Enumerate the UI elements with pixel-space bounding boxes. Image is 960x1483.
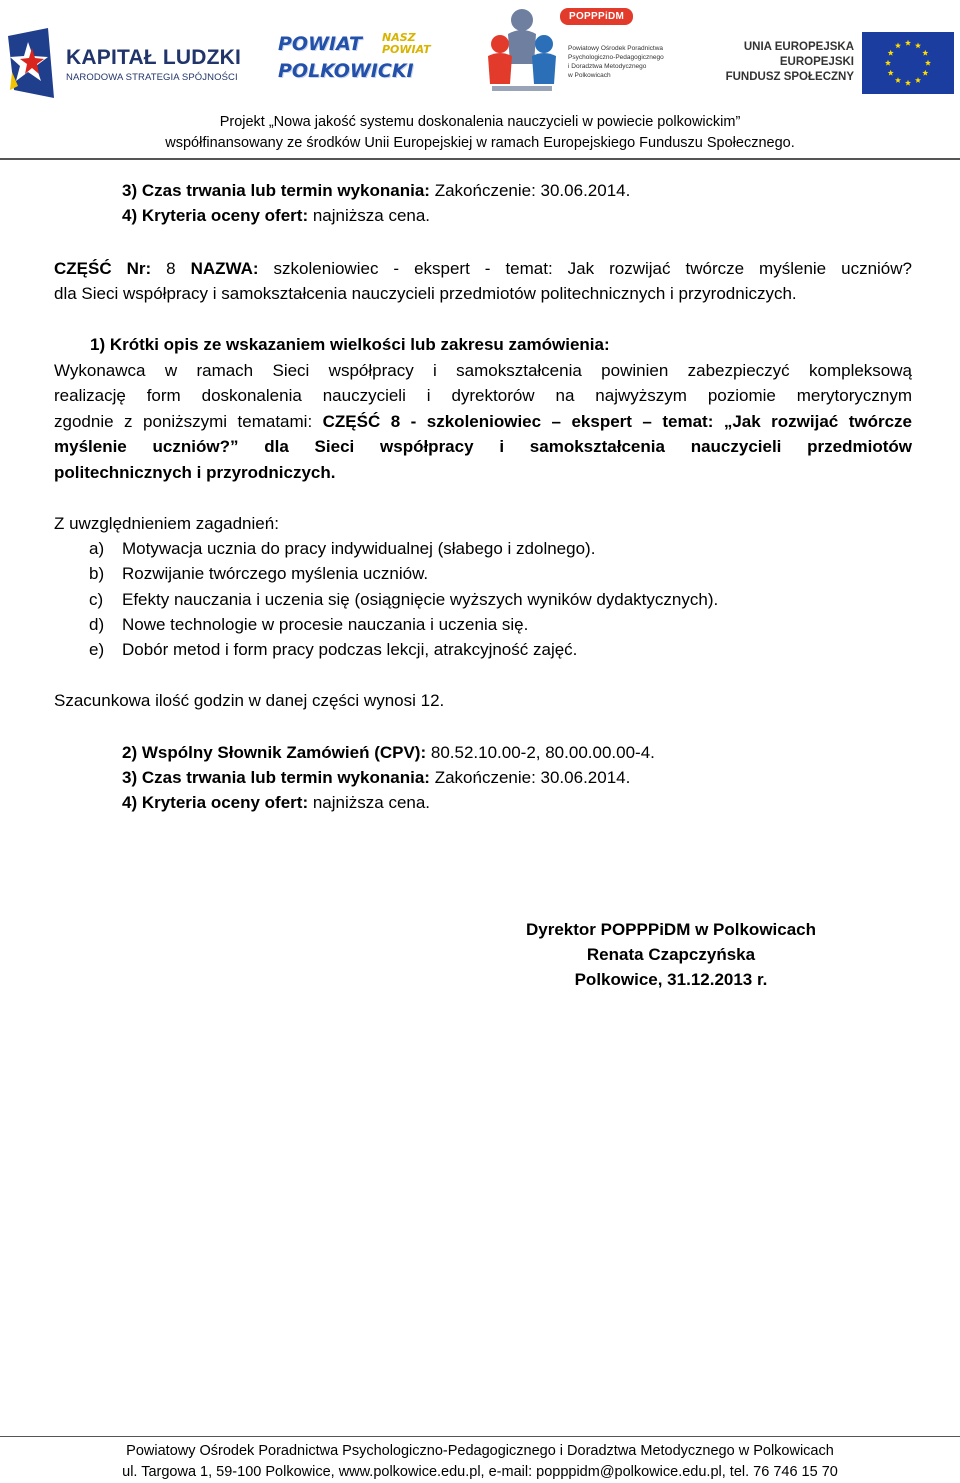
signature-date — [496, 969, 846, 991]
poppidm-logo — [482, 4, 682, 104]
section1-heading — [90, 334, 610, 356]
bottom-item-3-value: Zakończenie: 30.06.2014. — [429, 768, 631, 787]
poppidm-badge: POPPPiDM — [560, 8, 633, 25]
signature-date-text: Polkowice, 31.12.2013 r. — [574, 970, 768, 989]
bottom-item-4 — [122, 792, 430, 814]
topic-text: Motywacja ucznia do pracy indywidualnej (słabego i zdolnego). — [122, 539, 596, 558]
bottom-item-2-label: 2) Wspólny Słownik Zamówień (CPV): — [122, 743, 427, 762]
part-header-line1 — [54, 258, 912, 280]
topic-item-a — [89, 538, 596, 560]
section1-line3-plain: zgodnie z poniższymi tematami: — [54, 412, 323, 431]
powiat-powiat: POWIAT — [382, 43, 431, 56]
eu-line1: UNIA EUROPEJSKA — [743, 41, 854, 53]
topic-item-c — [89, 589, 719, 611]
section1-line2: realizację form doskonalenia nauczycieli i dyrektorów na najwyższym poziomie merytorycznym — [54, 386, 912, 405]
poppidm-text-2: Psychologiczno-Pedagogicznego — [568, 54, 664, 61]
bottom-item-2-value: 80.52.10.00-2, 80.00.00.00-4. — [426, 743, 655, 762]
section1-line3-bold: CZĘŚĆ 8 - szkoleniowiec – ekspert – temat: „Jak rozwijać twórcze — [322, 412, 912, 431]
part-nr: 8 — [151, 259, 191, 278]
powiat-line1: POWIAT — [278, 33, 362, 55]
signature-title — [496, 919, 846, 941]
topic-letter: c) — [89, 590, 104, 609]
eu-flag-icon — [862, 32, 954, 94]
poppidm-text-4: w Polkowicach — [568, 72, 611, 79]
page-header — [0, 0, 960, 162]
bottom-item-3-label: 3) Czas trwania lub termin wykonania: — [122, 768, 430, 787]
poppidm-text-3: i Doradztwa Metodycznego — [568, 63, 647, 70]
top-item-3 — [122, 180, 630, 202]
topic-letter: b) — [89, 564, 105, 583]
top-item-4 — [122, 205, 430, 227]
section1-line4-text: myślenie uczniów?” dla Sieci współpracy i samokształcenia nauczycieli przedmiotów — [54, 437, 912, 456]
topic-text: Dobór metod i form pracy podczas lekcji, atrakcyjność zajęć. — [122, 640, 578, 659]
poppidm-text-1: Powiatowy Ośrodek Poradnictwa — [568, 45, 664, 52]
topic-letter: d) — [89, 615, 105, 634]
top-item-3-value: Zakończenie: 30.06.2014. — [429, 181, 631, 200]
bottom-item-3 — [122, 767, 630, 789]
bottom-item-2 — [122, 742, 655, 764]
signature-block — [496, 919, 846, 991]
signature-name-text: Renata Czapczyńska — [586, 945, 756, 964]
bottom-item-4-label: 4) Kryteria oceny ofert: — [122, 793, 309, 812]
topic-item-b — [89, 563, 429, 585]
powiat-polkowicki-logo — [278, 32, 438, 88]
top-item-4-value: najniższa cena. — [308, 206, 431, 225]
top-item-4-label: 4) Kryteria oceny ofert: — [122, 206, 309, 225]
topic-text: Rozwijanie twórczego myślenia uczniów. — [122, 564, 429, 583]
top-item-3-label: 3) Czas trwania lub termin wykonania: — [122, 181, 430, 200]
bottom-item-4-value: najniższa cena. — [308, 793, 431, 812]
section1-line1: Wykonawca w ramach Sieci współpracy i samokształcenia powinien zabezpieczyć kompleksową — [54, 361, 912, 380]
kapital-ludzki-star-icon — [8, 28, 54, 98]
eu-text — [726, 40, 854, 85]
powiat-nasz: NASZ — [382, 31, 416, 44]
topic-letter: a) — [89, 539, 105, 558]
footer-contact: ul. Targowa 1, 59-100 Polkowice, www.polkowice.edu.pl, e-mail: popppidm@polkowice.edu.pl, tel. 76 746 15 70 — [122, 1464, 838, 1480]
kapital-ludzki-logo — [8, 22, 243, 98]
kapital-ludzki-subtitle: NARODOWA STRATEGIA SPÓJNOŚCI — [66, 72, 238, 83]
topic-text: Nowe technologie w procesie nauczania i uczenia się. — [122, 615, 529, 634]
eu-line2: EUROPEJSKI — [779, 56, 854, 68]
part-name-text: szkoleniowiec - ekspert - temat: Jak rozwijać twórcze myślenie uczniów? — [258, 259, 912, 278]
section1-heading-text: 1) Krótki opis ze wskazaniem wielkości lub zakresu zamówienia: — [90, 335, 610, 354]
kapital-ludzki-title: KAPITAŁ LUDZKI — [66, 46, 242, 69]
part-nr-label: CZĘŚĆ Nr: — [54, 259, 152, 278]
eu-line3: FUNDUSZ SPOŁECZNY — [725, 71, 854, 83]
powiat-nasz-powiat — [382, 32, 431, 56]
section1-line3 — [54, 411, 912, 433]
project-funding: współfinansowany ze środków Unii Europejskiej w ramach Europejskiego Funduszu Społecznego. — [165, 135, 795, 151]
project-title: Projekt „Nowa jakość systemu doskonalenia nauczycieli w powiecie polkowickim” — [219, 114, 741, 130]
footer-institution: Powiatowy Ośrodek Poradnictwa Psychologiczno-Pedagogicznego i Doradztwa Metodycznego w Polkowicach — [126, 1443, 834, 1459]
part-header-line2: dla Sieci współpracy i samokształcenia nauczycieli przedmiotów politechnicznych i przyrodniczych. — [54, 284, 797, 303]
topic-item-d — [89, 614, 529, 636]
topic-letter: e) — [89, 640, 105, 659]
people-figures-icon — [482, 4, 562, 99]
eu-logo — [725, 32, 956, 96]
powiat-line2: POLKOWICKI — [278, 60, 414, 82]
section1-line4 — [54, 436, 912, 458]
footer-divider — [0, 1436, 960, 1437]
section1-line5 — [54, 462, 336, 484]
signature-name — [496, 944, 846, 966]
signature-title-text: Dyrektor POPPPiDM w Polkowicach — [525, 920, 817, 939]
topic-text: Efekty nauczania i uczenia się (osiągnięcie wyższych wyników dydaktycznych). — [122, 590, 719, 609]
poppidm-text — [568, 44, 664, 80]
section1-line5-text: politechnicznych i przyrodniczych. — [54, 463, 336, 482]
header-divider — [0, 158, 960, 160]
part-name-label: NAZWA: — [190, 259, 259, 278]
topic-item-e — [89, 639, 578, 661]
hours-estimate: Szacunkowa ilość godzin w danej części wynosi 12. — [54, 691, 445, 710]
topics-heading: Z uwzględnieniem zagadnień: — [54, 514, 279, 533]
